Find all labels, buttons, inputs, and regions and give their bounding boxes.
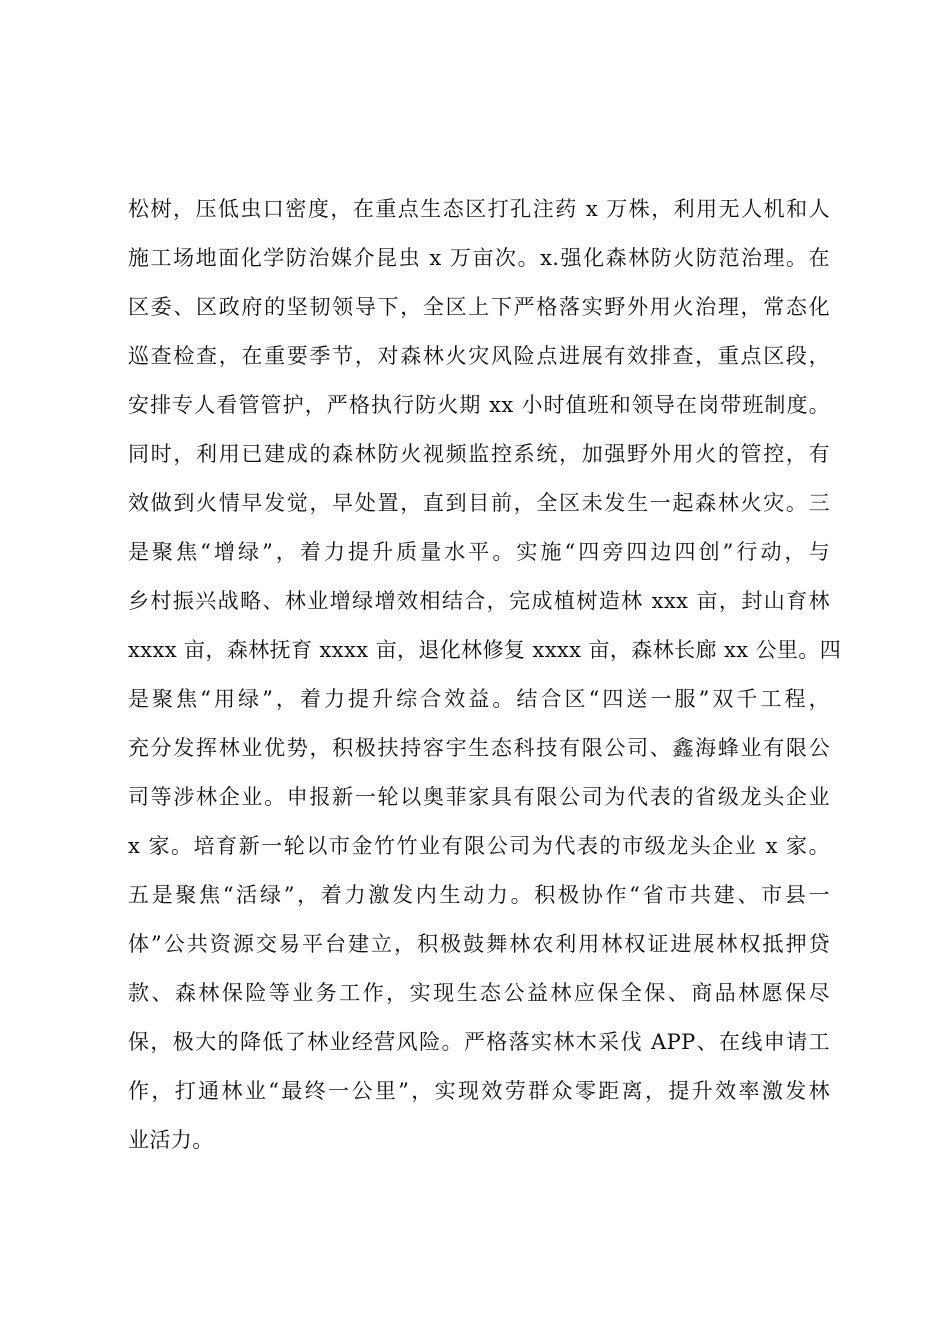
text-line: 安排专人看管管护，严格执行防火期 xx 小时值班和领导在岗带班制度。: [128, 393, 830, 417]
text-line: 是聚焦“增绿”，着力提升质量水平。实施“四旁四边四创”行动，与: [128, 540, 830, 564]
text-line: 巡查检查，在重要季节，对森林火灾风险点进展有效排查，重点区段，: [128, 344, 830, 368]
text-line: 保，极大的降低了林业经营风险。严格落实林木采伐 APP、在线申请工: [128, 1030, 830, 1054]
text-line: 是聚焦“用绿”，着力提升综合效益。结合区“四送一服”双千工程，: [128, 687, 830, 711]
text-line: 区委、区政府的坚韧领导下，全区上下严格落实野外用火治理，常态化: [128, 295, 830, 319]
text-line: xxxx 亩，森林抚育 xxxx 亩，退化林修复 xxxx 亩，森林长廊 xx 公里。四: [128, 638, 842, 662]
text-line: 作，打通林业“最终一公里”，实现效劳群众零距离，提升效率激发林: [128, 1079, 830, 1103]
text-line: 效做到火情早发觉，早处置，直到目前，全区未发生一起森林火灾。三: [128, 491, 830, 515]
text-line: x 家。培育新一轮以市金竹竹业有限公司为代表的市级龙头企业 x 家。: [128, 834, 830, 858]
text-line: 同时，利用已建成的森林防火视频监控系统，加强野外用火的管控，有: [128, 442, 830, 466]
text-line: 体”公共资源交易平台建立，积极鼓舞林农利用林权证进展林权抵押贷: [128, 932, 830, 956]
text-line: 五是聚焦“活绿”，着力激发内生动力。积极协作“省市共建、市县一: [128, 883, 830, 907]
body-paragraph: [128, 185, 842, 1165]
text-line: 施工场地面化学防治媒介昆虫 x 万亩次。x.强化森林防火防范治理。在: [128, 246, 830, 270]
text-line: 司等涉林企业。申报新一轮以奥菲家具有限公司为代表的省级龙头企业: [128, 785, 830, 809]
text-line: 款、森林保险等业务工作，实现生态公益林应保全保、商品林愿保尽: [128, 981, 830, 1005]
text-line-final: 业活力。: [128, 1128, 214, 1152]
text-line: 乡村振兴战略、林业增绿增效相结合，完成植树造林 xxx 亩，封山育林: [128, 589, 830, 613]
text-line: 充分发挥林业优势，积极扶持容宇生态科技有限公司、鑫海蜂业有限公: [128, 736, 830, 760]
text-line: 松树，压低虫口密度，在重点生态区打孔注药 x 万株，利用无人机和人: [128, 197, 830, 221]
